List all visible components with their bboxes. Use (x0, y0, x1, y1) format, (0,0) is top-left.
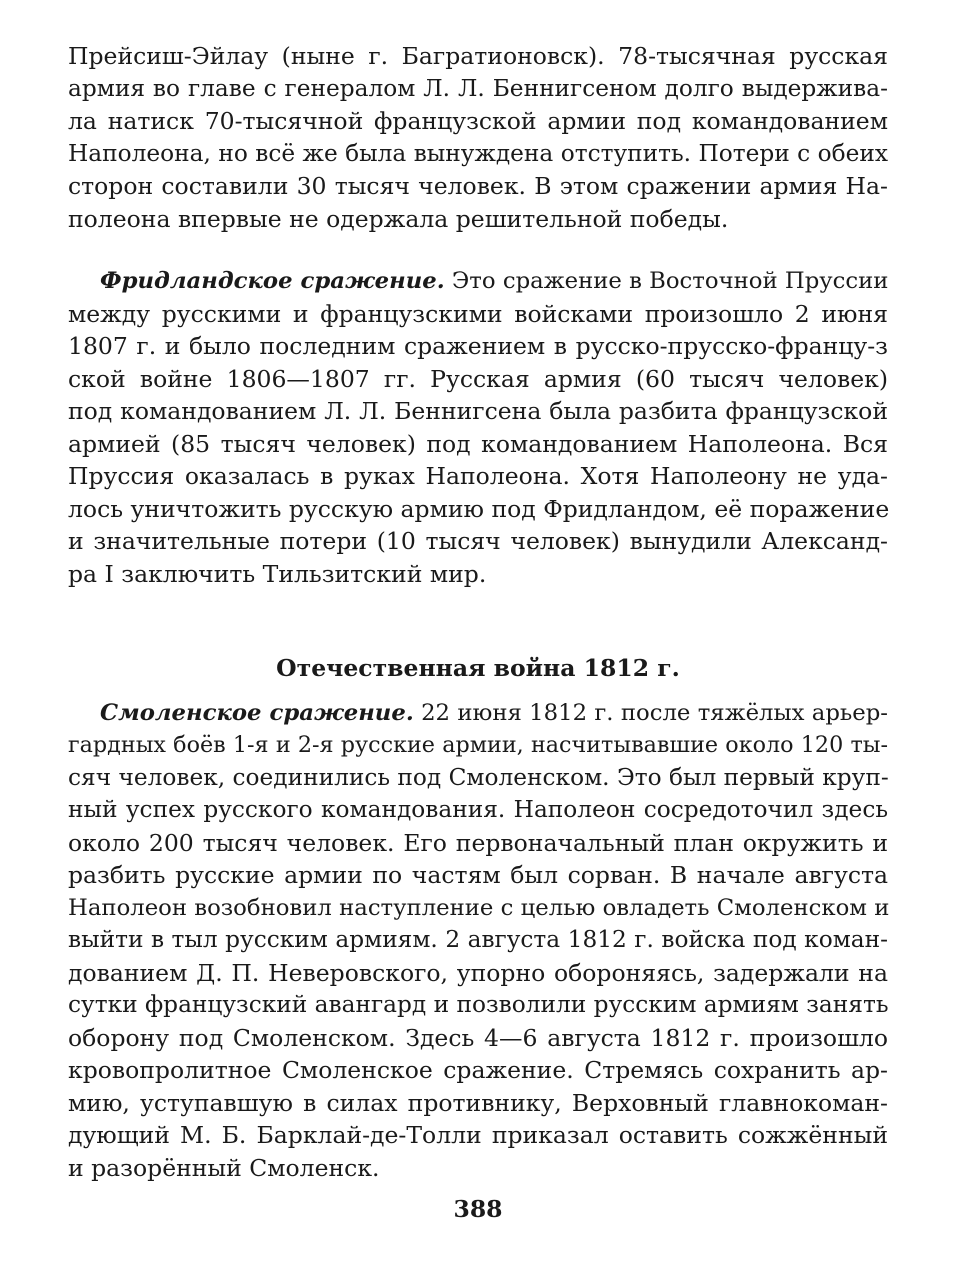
text-line: ла натиск 70-тысячной французской армии под командованием (68, 107, 888, 135)
text-line: и разорённый Смоленск. (68, 1153, 380, 1182)
text-line: дующий М. Б. Барклай-де-Толли приказал оставить сожжённый (68, 1121, 888, 1149)
text-fragment: 22 июня 1812 г. после тяжёлых арьер- (413, 699, 888, 726)
text-line: мию, уступавшую в силах противнику, Верховный главнокоман- (68, 1088, 888, 1117)
text-line: 1807 г. и было последним сражением в русско-прусско-францу-з (68, 332, 888, 360)
text-line: и значительные потери (10 тысяч человек) вынудили Александ- (68, 527, 888, 555)
text-line: сутки французский авангард и позволили русским армиям занять (68, 991, 889, 1018)
paragraph-smolensk (68, 697, 888, 1185)
text-line: армией (85 тысяч человек) под командованием Наполеона. Вся (68, 429, 888, 458)
text-line: Наполеона, но всё же была вынуждена отступить. Потери с обеих (68, 139, 888, 167)
paragraph-eylau (68, 40, 888, 235)
text-line: армия во главе с генералом Л. Л. Беннигсеном долго выдержива- (68, 74, 888, 102)
text-line: ный успех русского командования. Наполеон сосредоточил здесь (68, 796, 888, 823)
section-heading: Отечественная война 1812 г. (276, 654, 680, 682)
page-body (68, 40, 888, 1184)
text-line: дованием Д. П. Неверовского, упорно обороняясь, задержали на (68, 958, 888, 987)
term-friedland: Фридландское сражение. (100, 268, 445, 294)
text-line: Наполеон возобновил наступление с целью овладеть Смоленском и (68, 894, 890, 921)
term-smolensk: Смоленское сражение. (100, 699, 414, 726)
text-line: ра I заключить Тильзитский мир. (68, 559, 487, 588)
text-line: сяч человек, соединились под Смоленском. Это был первый круп- (68, 763, 889, 791)
text-line: Пруссия оказалась в руках Наполеона. Хотя Наполеону не уда- (68, 462, 888, 490)
page-number: 388 (453, 1195, 503, 1223)
text-line: оборону под Смоленском. Здесь 4—6 августа 1812 г. произошло (68, 1023, 888, 1052)
text-line: выйти в тыл русским армиям. 2 августа 1812 г. войска под коман- (68, 926, 888, 953)
text-line: ской войне 1806—1807 гг. Русская армия (60 тысяч человек) (68, 364, 888, 393)
text-line: под командованием Л. Л. Беннигсена была разбита французской (68, 397, 888, 425)
text-fragment: Это сражение в Восточной Пруссии (444, 268, 889, 294)
text-line: сторон составили 30 тысяч человек. В этом сражении армия На- (68, 172, 888, 200)
text-line: разбить русские армии по частям был сорван. В начале августа (68, 861, 888, 889)
text-line: кровопролитное Смоленское сражение. Стремясь сохранить ар- (68, 1056, 888, 1084)
text-line (68, 697, 888, 730)
text-line: гардных боёв 1-я и 2-я русские армии, насчитывавшие около 120 ты- (68, 732, 888, 758)
text-line: полеона впервые не одержала решительной победы. (68, 204, 729, 233)
text-line: Прейсиш-Эйлау (ныне г. Багратионовск). 78-тысячная русская (68, 42, 888, 70)
paragraph-friedland (68, 265, 888, 590)
text-line: между русскими и французскими войсками произошло 2 июня (68, 299, 888, 328)
text-line: лось уничтожить русскую армию под Фридландом, её поражение (68, 494, 890, 523)
text-line: около 200 тысяч человек. Его первоначальный план окружить и (68, 828, 888, 857)
text-line (68, 265, 888, 298)
